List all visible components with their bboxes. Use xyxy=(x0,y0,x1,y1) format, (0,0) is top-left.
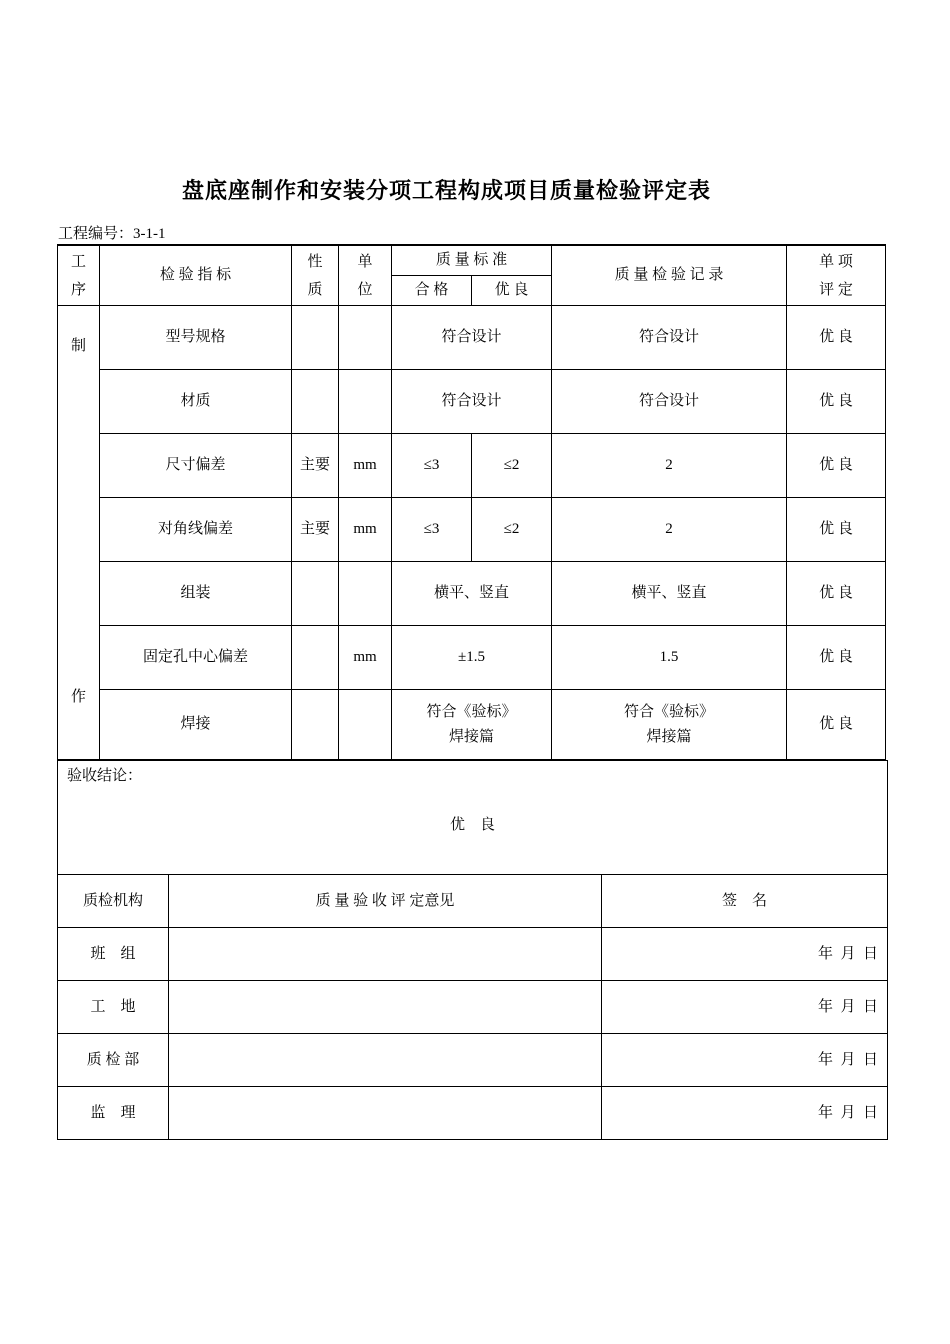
process-cell: 制 作 xyxy=(58,306,100,760)
row-indicator: 型号规格 xyxy=(100,306,292,370)
header-excellent: 优 良 xyxy=(472,276,552,306)
sign-header-org: 质检机构 xyxy=(58,875,169,928)
row-nature: 主要 xyxy=(292,434,339,498)
row-indicator: 材质 xyxy=(100,370,292,434)
sign-date: 年 月 日 xyxy=(602,1034,888,1087)
row-indicator: 对角线偏差 xyxy=(100,498,292,562)
header-nature: 性 质 xyxy=(292,245,339,306)
header-seq: 工 序 xyxy=(58,245,100,306)
row-record: 符合设计 xyxy=(552,306,787,370)
row-indicator: 组装 xyxy=(100,562,292,626)
sign-header-signature: 签 名 xyxy=(602,875,888,928)
sign-date: 年 月 日 xyxy=(602,1087,888,1140)
sign-row xyxy=(58,1087,888,1140)
sign-org: 监 理 xyxy=(58,1087,169,1140)
row-nature xyxy=(292,562,339,626)
sign-opinion xyxy=(169,981,602,1034)
row-record: 符合《验标》 焊接篇 xyxy=(552,690,787,760)
sign-row xyxy=(58,928,888,981)
row-nature xyxy=(292,626,339,690)
row-record: 横平、竖直 xyxy=(552,562,787,626)
table-row xyxy=(58,690,886,760)
conclusion-value: 优 良 xyxy=(450,817,496,833)
row-record: 符合设计 xyxy=(552,370,787,434)
row-unit xyxy=(339,306,392,370)
table-row xyxy=(58,306,886,370)
conclusion-row xyxy=(58,761,888,875)
row-unit xyxy=(339,562,392,626)
row-standard: ±1.5 xyxy=(392,626,552,690)
sign-org: 质 检 部 xyxy=(58,1034,169,1087)
row-standard: 符合《验标》 焊接篇 xyxy=(392,690,552,760)
header-unit: 单 位 xyxy=(339,245,392,306)
sign-row xyxy=(58,981,888,1034)
sign-date: 年 月 日 xyxy=(602,928,888,981)
row-rating: 优 良 xyxy=(787,306,886,370)
table-row xyxy=(58,562,886,626)
sign-header-opinion: 质 量 验 收 评 定意见 xyxy=(169,875,602,928)
row-standard: 符合设计 xyxy=(392,306,552,370)
row-rating: 优 良 xyxy=(787,626,886,690)
sign-opinion xyxy=(169,1087,602,1140)
row-pass: ≤3 xyxy=(392,434,472,498)
sign-opinion xyxy=(169,1034,602,1087)
sign-org: 工 地 xyxy=(58,981,169,1034)
row-indicator: 焊接 xyxy=(100,690,292,760)
row-nature xyxy=(292,370,339,434)
header-standard: 质 量 标 准 xyxy=(392,245,552,276)
row-record: 1.5 xyxy=(552,626,787,690)
sign-opinion xyxy=(169,928,602,981)
row-nature xyxy=(292,690,339,760)
row-record: 2 xyxy=(552,434,787,498)
row-indicator: 尺寸偏差 xyxy=(100,434,292,498)
table-row xyxy=(58,626,886,690)
row-nature: 主要 xyxy=(292,498,339,562)
page-title: 盘底座制作和安装分项工程构成项目质量检验评定表 xyxy=(181,178,711,203)
row-pass: ≤3 xyxy=(392,498,472,562)
sign-org: 班 组 xyxy=(58,928,169,981)
row-unit: mm xyxy=(339,626,392,690)
header-pass: 合 格 xyxy=(392,276,472,306)
inspection-table xyxy=(57,244,886,760)
row-record: 2 xyxy=(552,498,787,562)
row-standard: 符合设计 xyxy=(392,370,552,434)
row-standard: 横平、竖直 xyxy=(392,562,552,626)
row-rating: 优 良 xyxy=(787,498,886,562)
row-rating: 优 良 xyxy=(787,562,886,626)
header-indicator: 检 验 指 标 xyxy=(100,245,292,306)
header-row xyxy=(58,245,886,276)
table-row xyxy=(58,370,886,434)
table-row xyxy=(58,434,886,498)
header-record: 质 量 检 验 记 录 xyxy=(552,245,787,306)
row-unit xyxy=(339,370,392,434)
row-unit: mm xyxy=(339,434,392,498)
header-rating: 单 项 评 定 xyxy=(787,245,886,306)
row-rating: 优 良 xyxy=(787,434,886,498)
signature-table xyxy=(57,760,888,1140)
sign-row xyxy=(58,1034,888,1087)
project-number: 工程编号：3-1-1 xyxy=(58,226,166,242)
conclusion-cell xyxy=(58,761,888,875)
row-nature xyxy=(292,306,339,370)
row-unit xyxy=(339,690,392,760)
sign-header-row xyxy=(58,875,888,928)
table-row xyxy=(58,498,886,562)
row-rating: 优 良 xyxy=(787,370,886,434)
row-excellent: ≤2 xyxy=(472,434,552,498)
row-excellent: ≤2 xyxy=(472,498,552,562)
sign-date: 年 月 日 xyxy=(602,981,888,1034)
row-rating: 优 良 xyxy=(787,690,886,760)
conclusion-label: 验收结论： xyxy=(67,768,143,784)
row-unit: mm xyxy=(339,498,392,562)
row-indicator: 固定孔中心偏差 xyxy=(100,626,292,690)
